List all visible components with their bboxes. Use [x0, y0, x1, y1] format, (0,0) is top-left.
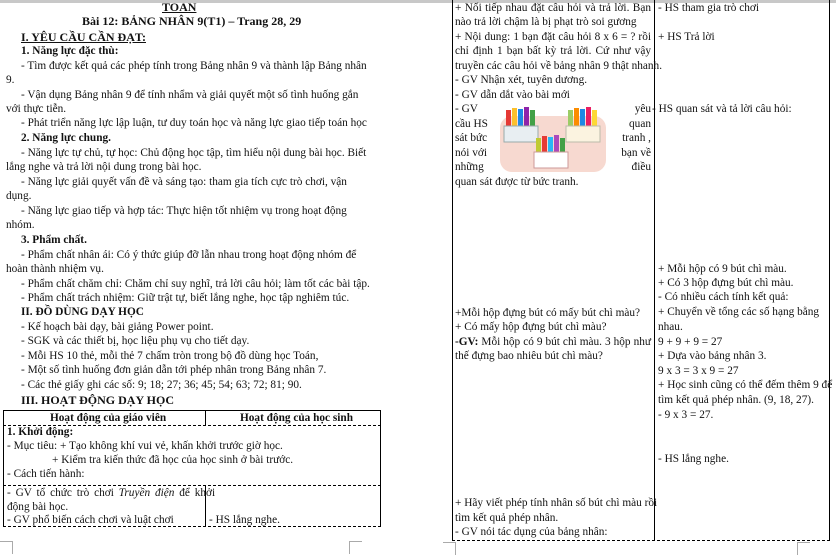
- paragraph-line: - GV nói tác dụng của bảng nhân:: [455, 526, 608, 538]
- paragraph-line: truyền các câu hỏi về bảng nhân 9 thật nhanh.: [455, 60, 663, 72]
- subsection-heading: 3. Phẩm chất.: [21, 234, 87, 246]
- paragraph-line: - Mục tiêu: + Tạo không khí vui vẻ, khấn khởi trước giờ học.: [7, 440, 283, 452]
- pencil-cup-icon: [534, 135, 568, 168]
- table-border: [829, 0, 830, 541]
- paragraph-line: - Phẩm chất chăm chỉ: Chăm chỉ suy nghĩ, trả lời câu hỏi; làm tốt các bài tập.: [21, 278, 370, 290]
- paragraph-line: nào trả lời chậm là bị phạt trò soi gương: [455, 16, 637, 28]
- paragraph-line: điều: [631, 161, 651, 173]
- paragraph-line: + HS Trả lời: [658, 31, 715, 43]
- paragraph-line: bạn về: [621, 147, 651, 159]
- pencil-cup-icon: [566, 107, 600, 142]
- paragraph-line: - Một số tình huống đơn giản dẫn tới phép nhân trong Bảng nhân 7.: [21, 364, 327, 376]
- paragraph-line: chỉ định 1 bạn bất kỳ trả lời. Cứ như vậy: [455, 45, 651, 57]
- paragraph-line: - GV phổ biến cách chơi và luật chơi: [7, 514, 174, 526]
- paragraph-line: - Năng lực giải quyết vấn đề và sáng tạo: tham gia tích cực trò chơi, vận: [21, 176, 347, 188]
- paragraph-line: + Hãy viết phép tính nhân số bút chì màu rồi: [455, 497, 658, 509]
- pencil-cup-icon: [504, 107, 538, 142]
- section-heading: I. YÊU CẦU CẦN ĐẠT:: [21, 30, 146, 44]
- paragraph-line: tìm kết quả phép nhân.: [455, 512, 559, 524]
- paragraph-line: - Mỗi HS 10 thẻ, mỗi thẻ 7 chấm tròn trong bộ đồ dùng học Toán,: [21, 350, 319, 362]
- paragraph-line: - Năng lực giao tiếp và hợp tác: Thực hiện tốt nhiệm vụ trong hoạt động: [21, 205, 347, 217]
- table-border: [3, 410, 4, 527]
- warmup-title: 1. Khởi động:: [7, 426, 74, 438]
- column-header-student: Hoạt động của học sinh: [240, 412, 353, 424]
- paragraph-line: lắng nghe và trả lời nội dung trong bài học.: [6, 161, 202, 173]
- paragraph-line: - GV: [455, 103, 478, 115]
- game-name: Truyền điện: [118, 487, 175, 499]
- paragraph-line: + Kiểm tra kiến thức đã học của học sinh ở bài trước.: [52, 454, 294, 466]
- paragraph-line: - GV Nhận xét, tuyên dương.: [455, 74, 588, 86]
- paragraph-line: - Năng lực tự chủ, tự học: Chủ động học tập, tìm hiểu nội dung bài học. Biết: [21, 147, 367, 159]
- paragraph-line: quan sát được từ bức tranh.: [455, 176, 579, 188]
- table-border: [205, 410, 206, 425]
- paragraph-line: - Có nhiều cách tính kết quả:: [658, 291, 789, 303]
- paragraph-line: với thực tiễn.: [6, 103, 67, 115]
- paragraph-line: dụng.: [6, 190, 32, 202]
- paragraph-line: + Có 3 hộp đựng bút chì màu.: [658, 277, 794, 289]
- column-header-teacher: Hoạt động của giáo viên: [50, 412, 167, 424]
- paragraph-line: 9 + 9 + 9 = 27: [658, 336, 723, 348]
- subject-title: TOAN: [162, 0, 197, 14]
- paragraph-line: sát bức: [455, 132, 488, 144]
- pencil-cups-illustration: [498, 106, 610, 172]
- paragraph-line: [7, 486, 215, 500]
- paragraph-line: những: [455, 161, 484, 173]
- paragraph-line: cầu HS: [455, 118, 488, 130]
- page-corner-mark: [797, 542, 810, 555]
- paragraph-line: - Vận dụng Bảng nhân 9 để tính nhẩm và giải quyết một số tình huống gắn: [21, 89, 359, 101]
- subsection-heading: 2. Năng lực chung.: [21, 132, 111, 144]
- paragraph-line: - Phát triển năng lực lập luận, tư duy toán học và năng lực giao tiếp toán học: [21, 117, 367, 129]
- paragraph-line: + Có mấy hộp đựng bút chì màu?: [455, 321, 607, 333]
- page-corner-mark: [443, 542, 456, 555]
- paragraph-line: 9.: [6, 74, 15, 86]
- paragraph-line: + Mỗi hộp có 9 bút chì màu.: [658, 263, 787, 275]
- table-border: [654, 0, 655, 541]
- lesson-title: Bài 12: BẢNG NHÂN 9(T1) – Trang 28, 29: [82, 14, 302, 28]
- paragraph-line: + Học sinh cũng có thể đếm thêm 9 để: [658, 379, 833, 391]
- gv-label: -GV:: [455, 336, 479, 348]
- paragraph-line: yêu: [634, 103, 651, 115]
- paragraph-line: - GV dẫn dắt vào bài mới: [455, 89, 570, 101]
- text-span: để khởi: [174, 487, 216, 499]
- text-span: - GV tổ chức trò chơi: [7, 487, 119, 499]
- paragraph-line: - SGK và các thiết bị, học liệu phụ vụ cho tiết dạy.: [21, 335, 250, 347]
- section-heading: II. ĐỒ DÙNG DẠY HỌC: [21, 306, 144, 318]
- paragraph-line: - Tìm được kết quả các phép tính trong Bảng nhân 9 và thành lập Bảng nhân: [21, 60, 367, 72]
- subsection-heading: 1. Năng lực đặc thù:: [21, 45, 119, 57]
- paragraph-line: - Kế hoạch bài dạy, bài giảng Power point.: [21, 321, 214, 333]
- paragraph-line: nói với: [455, 147, 488, 159]
- paragraph-line: + Nối tiếp nhau đặt câu hỏi và trả lời. Bạn: [455, 2, 651, 14]
- paragraph-line: - HS tham gia trò chơi: [658, 2, 760, 14]
- table-border: [380, 410, 381, 527]
- paragraph-line: - Phẩm chất nhân ái: Có ý thức giúp đỡ lẫn nhau trong hoạt động nhóm để: [21, 249, 357, 261]
- paragraph-line: [455, 335, 651, 349]
- paragraph-line: - HS quan sát và tả lời câu hỏi:: [652, 103, 792, 115]
- page-corner-mark: [0, 541, 13, 554]
- paragraph-line: 9 x 3 = 3 x 9 = 27: [658, 365, 739, 377]
- paragraph-line: + Dựa vào bảng nhân 3.: [658, 350, 767, 362]
- paragraph-line: - 9 x 3 = 27.: [658, 409, 714, 421]
- page-corner-mark: [349, 541, 362, 554]
- paragraph-line: + Nội dung: 1 bạn đặt câu hỏi 8 x 6 = ? rồi: [455, 31, 651, 43]
- paragraph-line: + Chuyển về tổng các số hạng bằng: [658, 306, 820, 318]
- paragraph-line: - HS lắng nghe.: [658, 453, 729, 465]
- paragraph-line: tranh ,: [622, 132, 651, 144]
- paragraph-line: hoàn thành nhiệm vụ.: [6, 263, 104, 275]
- paragraph-line: - Phẩm chất trách nhiệm: Giữ trật tự, biết lắng nghe, học tập nghiêm túc.: [21, 292, 350, 304]
- table-border: [452, 540, 830, 541]
- paragraph-line: nhau.: [658, 321, 683, 333]
- paragraph-line: động bài học.: [7, 501, 69, 513]
- section-heading: III. HOẠT ĐỘNG DẠY HỌC: [21, 393, 175, 407]
- paragraph-line: - HS lắng nghe.: [209, 514, 280, 526]
- paragraph-line: tìm kết quả phép nhân. (9, 18, 27).: [658, 394, 814, 406]
- paragraph-line: quan: [629, 118, 651, 130]
- paragraph-line: nhóm.: [6, 219, 35, 231]
- text-span: Mỗi hộp có 9 bút chì màu. 3 hộp như: [478, 336, 651, 348]
- paragraph-line: thế đựng bao nhiêu bút chì màu?: [455, 350, 603, 362]
- paragraph-line: +Mỗi hộp đựng bút có mấy bút chì màu?: [455, 307, 641, 319]
- paragraph-line: - Cách tiến hành:: [7, 468, 85, 480]
- paragraph-line: - Các thẻ giấy ghi các số: 9; 18; 27; 36; 45; 54; 63; 72; 81; 90.: [21, 379, 302, 391]
- table-border: [452, 0, 453, 541]
